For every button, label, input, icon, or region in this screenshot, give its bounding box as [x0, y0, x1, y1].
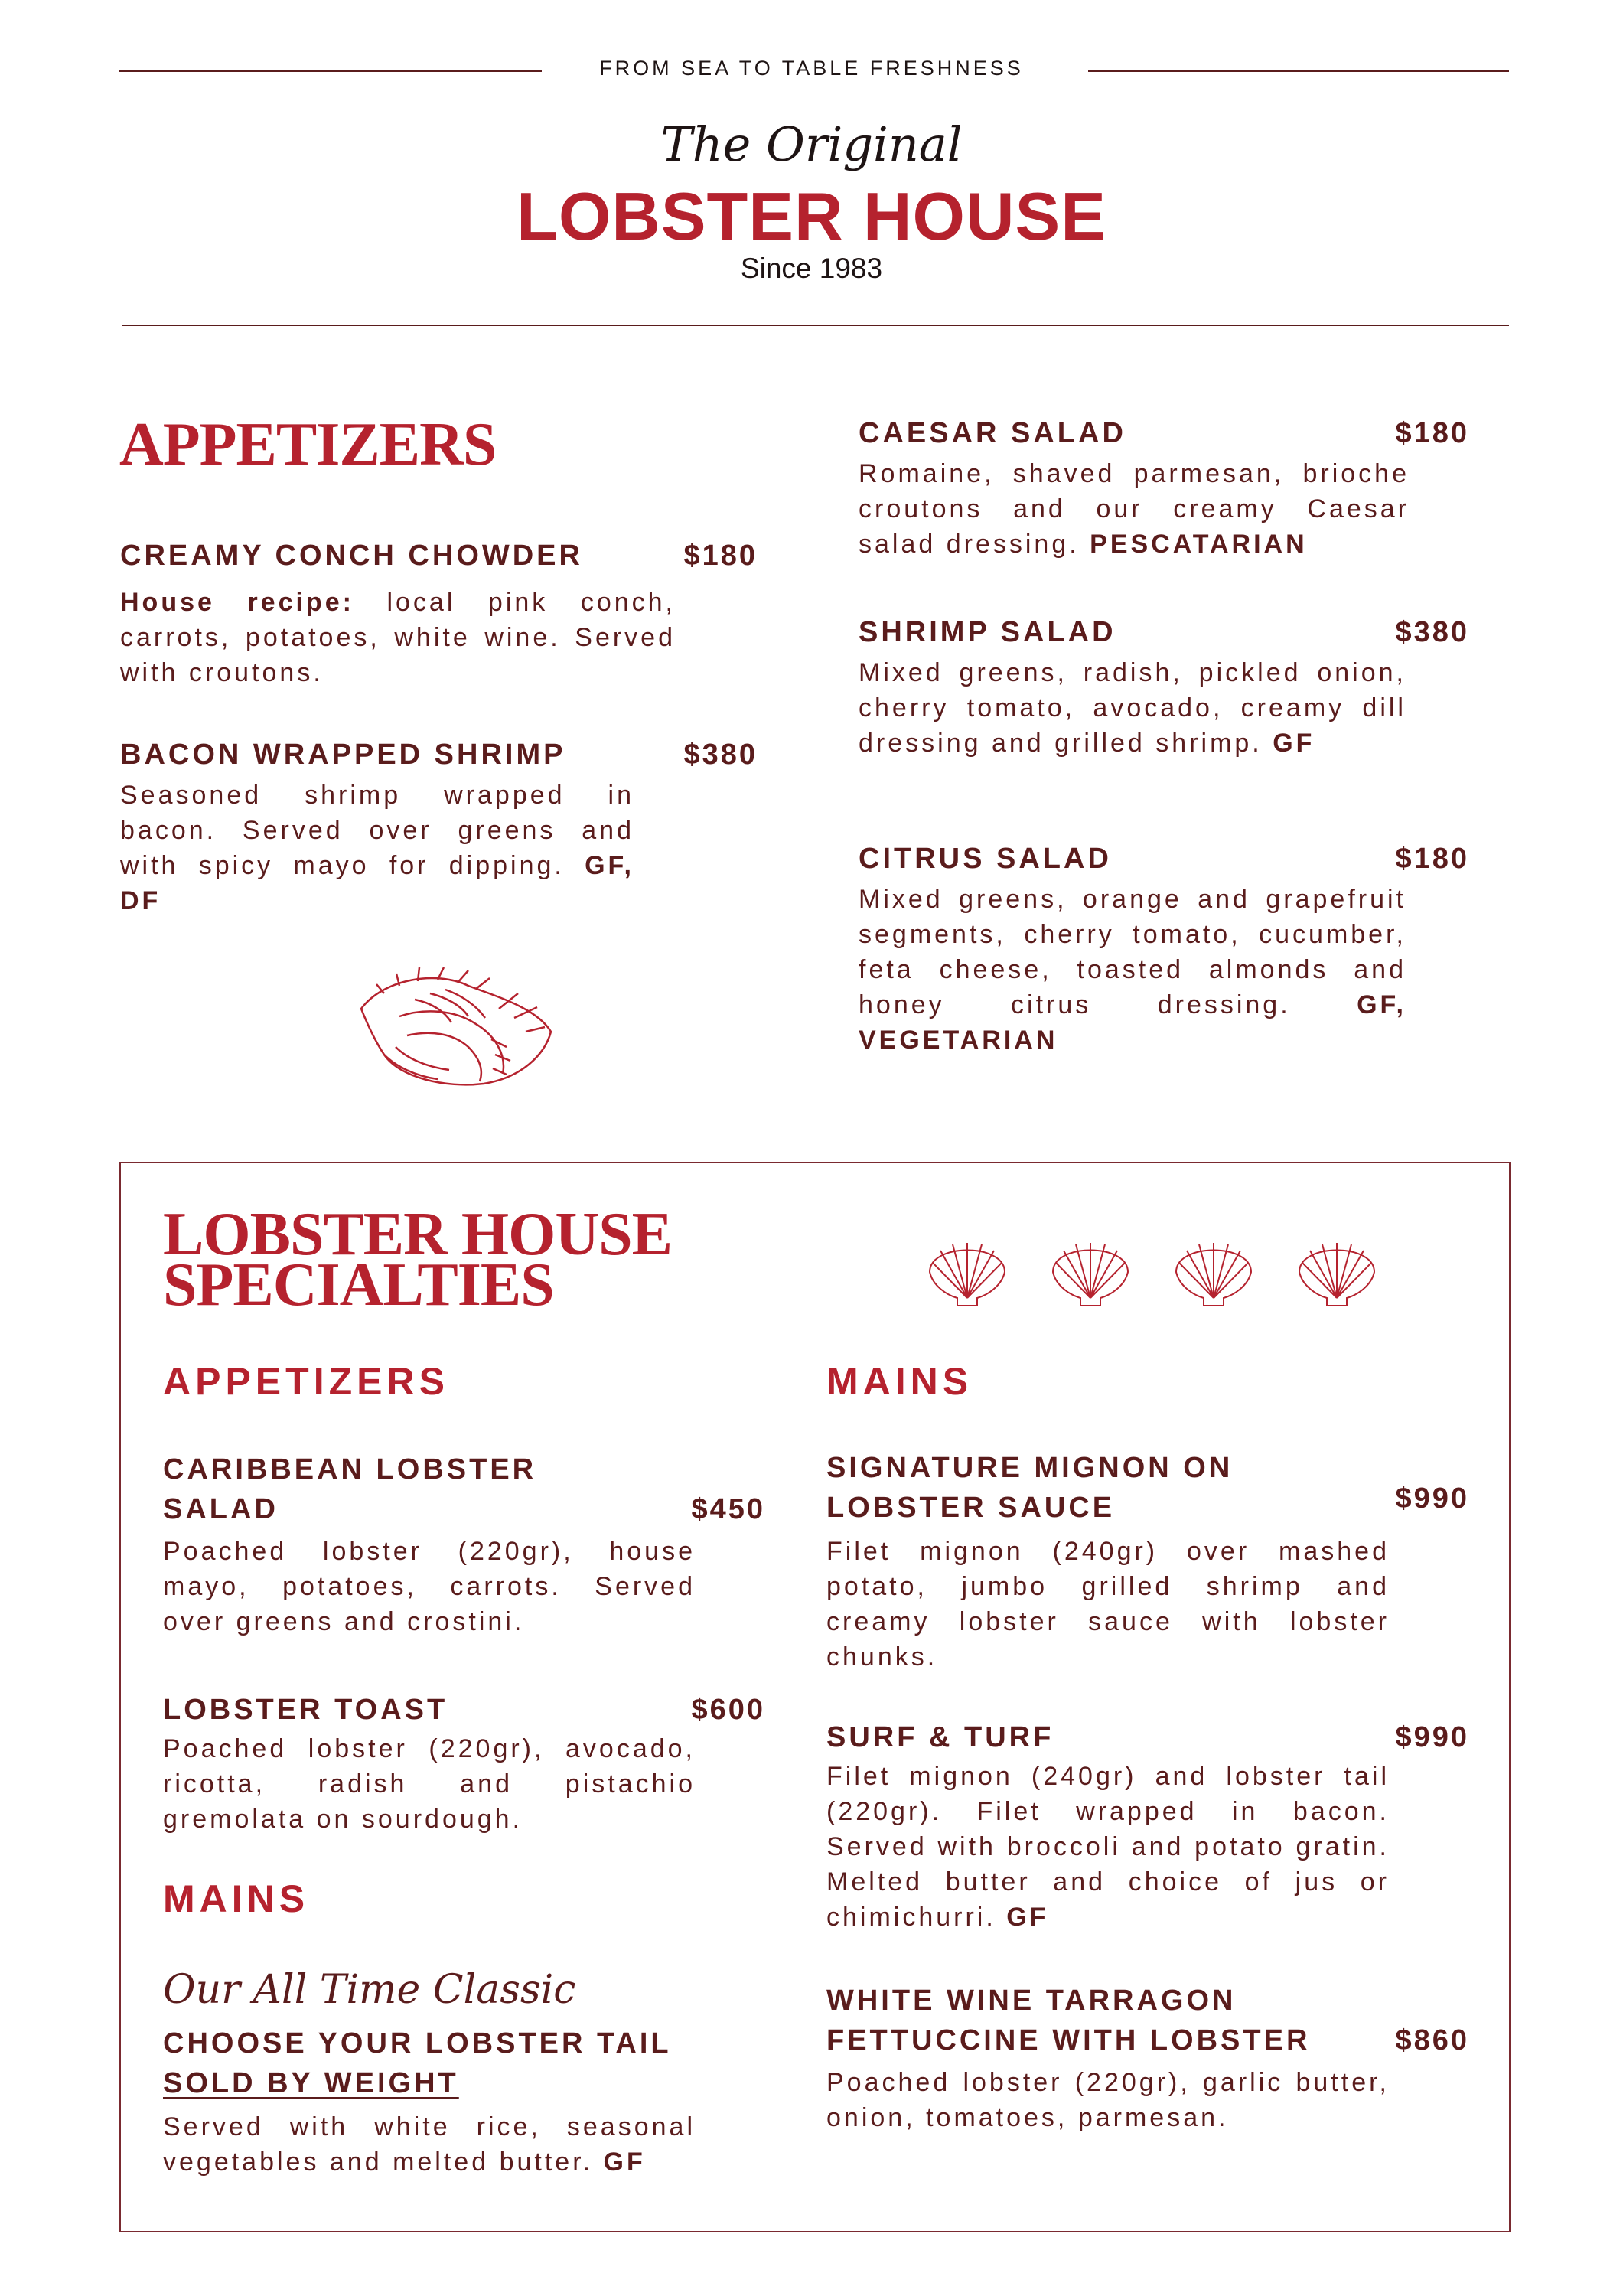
item-name: SIGNATURE MIGNON ON	[826, 1452, 1234, 1484]
item-description: Poached lobster (220gr), avocado, ricotta, radish and pistachio gremolata on sourdough.	[163, 1734, 696, 1834]
item-description: Mixed greens, orange and grapefruit segments, cherry tomato, cucumber, feta cheese, toasted almonds and honey citrus dressing. GF, VEGETARIAN	[859, 885, 1406, 1055]
scallop-shell-icon	[1168, 1228, 1259, 1310]
scallop-shell-icon	[922, 1228, 1012, 1310]
conch-shell-icon	[354, 963, 559, 1091]
item-name: SHRIMP SALAD	[859, 616, 1116, 648]
item-name: SALAD	[163, 1493, 279, 1525]
item-description: Filet mignon (240gr) and lobster tail (220gr). Filet wrapped in bacon. Served with broccoli and potato gratin. Melted butter and choice of jus or chimichurri. GF	[826, 1762, 1390, 1932]
item-price: $860	[1395, 2024, 1469, 2056]
item-price: $180	[683, 540, 758, 572]
item-price: $180	[1395, 417, 1469, 449]
item-description: Mixed greens, radish, pickled onion, cherry tomato, avocado, creamy dill dressing and grilled shrimp. GF	[859, 658, 1406, 758]
item-price: $450	[691, 1493, 765, 1525]
specialties-mains-title: MAINS	[826, 1360, 973, 1403]
item-name: BACON WRAPPED SHRIMP	[120, 739, 566, 771]
appetizers-title: APPETIZERS	[119, 411, 497, 478]
item-description: Poached lobster (220gr), house mayo, potatoes, carrots. Served over greens and crostini.	[163, 1537, 696, 1636]
item-name: CAESAR SALAD	[859, 417, 1126, 449]
item-subname: SOLD BY WEIGHT	[163, 2067, 459, 2099]
item-description: Romaine, shaved parmesan, brioche croutons and our creamy Caesar salad dressing. PESCATARIAN	[859, 459, 1410, 559]
specialties-title-line2: SPECIALTIES	[163, 1251, 554, 1319]
item-description: Served with white rice, seasonal vegetables and melted butter. GF	[163, 2112, 696, 2177]
item-description: Filet mignon (240gr) over mashed potato, jumbo grilled shrimp and creamy lobster sauce with lobster chunks.	[826, 1537, 1390, 1671]
item-description: Seasoned shrimp wrapped in bacon. Served over greens and with spicy mayo for dipping. GF, DF	[120, 781, 634, 915]
script-title: The Original	[660, 116, 963, 172]
item-description: Poached lobster (220gr), garlic butter, onion, tomatoes, parmesan.	[826, 2068, 1390, 2132]
item-price: $380	[1395, 616, 1469, 648]
since-label: Since 1983	[740, 253, 883, 284]
classic-script: Our All Time Classic	[163, 1967, 576, 2013]
scallop-shell-icon	[1292, 1228, 1382, 1310]
item-name: CHOOSE YOUR LOBSTER TAIL	[163, 2027, 672, 2060]
item-price: $600	[691, 1694, 765, 1726]
specialties-mains-title-left: MAINS	[163, 1877, 310, 1920]
item-name: WHITE WINE TARRAGON	[826, 1985, 1237, 2017]
specialties-appetizers-title: APPETIZERS	[163, 1360, 449, 1403]
brand-name: LOBSTER HOUSE	[517, 178, 1106, 254]
item-name: CITRUS SALAD	[859, 843, 1112, 875]
item-name: LOBSTER TOAST	[163, 1694, 448, 1726]
item-name: CREAMY CONCH CHOWDER	[120, 540, 583, 572]
item-name: SURF & TURF	[826, 1721, 1054, 1753]
item-price: $990	[1395, 1721, 1469, 1753]
item-name: LOBSTER SAUCE	[826, 1492, 1116, 1524]
item-price: $990	[1395, 1482, 1469, 1515]
item-name: FETTUCCINE WITH LOBSTER	[826, 2024, 1311, 2056]
item-price: $380	[683, 739, 758, 771]
item-description: House recipe: local pink conch, carrots, potatoes, white wine. Served with croutons.	[120, 588, 676, 687]
header-rule-bottom	[122, 325, 1509, 326]
specialties-title-line1: LOBSTER HOUSE	[163, 1201, 673, 1268]
item-name: CARIBBEAN LOBSTER	[163, 1453, 537, 1486]
tagline: FROM SEA TO TABLE FRESHNESS	[599, 57, 1024, 80]
scallop-shell-icon	[1045, 1228, 1136, 1310]
item-price: $180	[1395, 843, 1469, 875]
